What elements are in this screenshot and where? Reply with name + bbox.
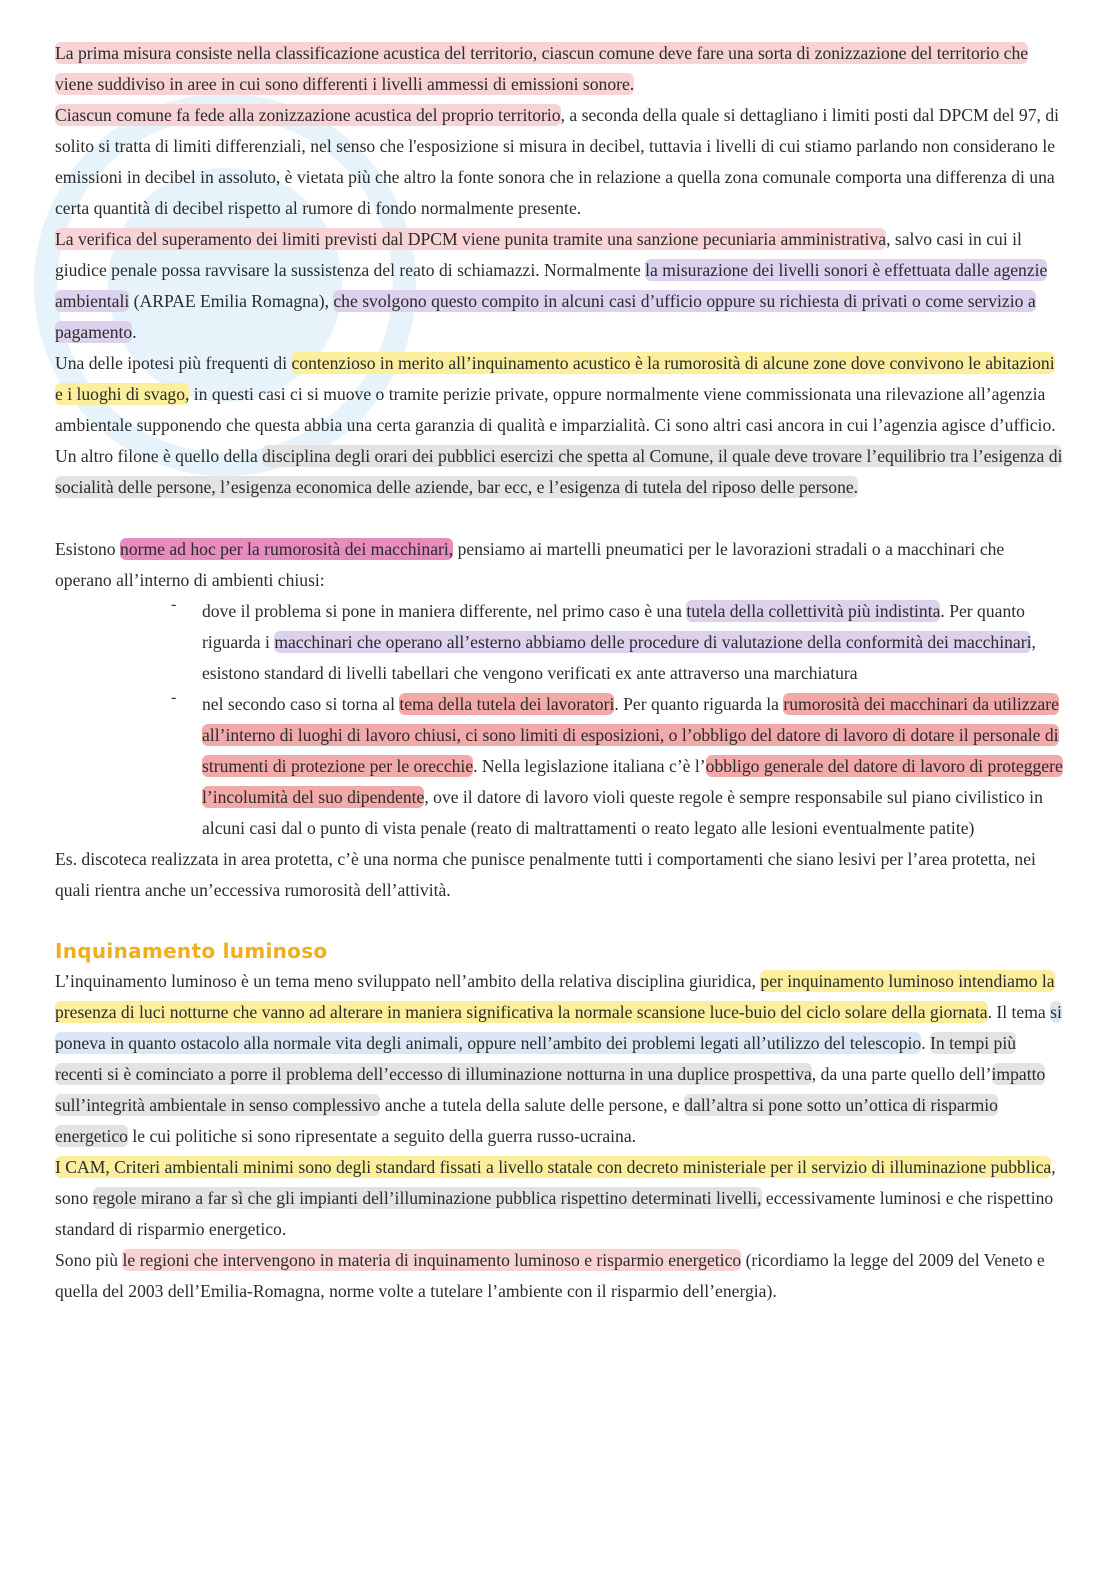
text-run: in questi casi ci si muove o tramite perizie private, oppure normalmente viene commissionata una rilevazione all’agenzia ambientale supponendo che questa abbia una certa garanzia di qualità e imparzialità. Ci sono altri casi ancora in cui l’agenzia agisce d’ufficio. [55, 384, 1056, 435]
list-dash: - [171, 689, 177, 706]
highlighted-text: tema della tutela dei lavoratori [399, 694, 615, 714]
text-run: , da una parte quello dell’ [811, 1064, 992, 1084]
macchinari-list [171, 596, 1065, 844]
list-item-text [202, 689, 1065, 844]
highlighted-text: Ciascun comune fa fede alla zonizzazione acustica del proprio territorio [55, 105, 561, 125]
text-run: Sono più [55, 1250, 123, 1270]
highlighted-text: che svolgono questo compito in alcuni casi d’ufficio oppure su richiesta di privati o come servizio a pagamento [55, 291, 1036, 342]
text-run: eccessivamente luminosi e che rispettino standard di risparmio energetico. [55, 1188, 1054, 1239]
highlighted-text: I CAM, Criteri ambientali minimi sono degli standard fissati a livello statale con decreto ministeriale per il servizio di illuminazione pubblica [55, 1157, 1052, 1177]
highlighted-text: La verifica del superamento dei limiti previsti dal DPCM viene punita tramite una sanzione pecuniaria amministrativa [55, 229, 887, 249]
text-run: . Il tema [987, 1002, 1051, 1022]
text-run: anche a tutela della salute delle persone, e [380, 1095, 685, 1115]
text-run: Un altro filone è quello della [55, 446, 263, 466]
highlighted-text: obbligo generale del datore di lavoro di proteggere l’incolumità del suo dipendente [202, 756, 1063, 807]
text-run: . [132, 322, 137, 342]
paragraph-discoteca [55, 844, 1065, 906]
text-run: (ARPAE Emilia Romagna), [129, 291, 334, 311]
paragraph-zonizzazione [55, 38, 1065, 100]
highlighted-text: si poneva in quanto ostacolo alla normale vita degli animali, oppure nell’ambito dei problemi legati all’utilizzo del telescopio [55, 1002, 1062, 1053]
text-run: , a seconda della quale si dettagliano i limiti posti dal DPCM del 97, di solito si tratta di limiti differenziali, nel senso che l'esposizione si misura in decibel, tuttavia i livelli di cui stiamo parlando non considerano le emissioni in decibel in assoluto, è vietata più che altro la fonte sonora che in relazione a quella zona comunale comporta una differenza di una certa quantità di decibel rispetto al rumore di fondo normalmente presente. [55, 105, 1060, 218]
paragraph-verifica-limiti [55, 224, 1065, 348]
paragraph-fede-zonizzazione [55, 100, 1065, 224]
text-run: Una delle ipotesi più frequenti di [55, 353, 292, 373]
highlighted-text: per inquinamento luminoso intendiamo la presenza di luci notturne che vanno ad alterare in maniera significativa la normale scansione luce-buio del ciclo solare della giornata [55, 971, 1055, 1022]
paragraph-regioni [55, 1245, 1065, 1307]
text-run: , esistono standard di livelli tabellari che vengono verificati ex ante attraverso una marchiatura [202, 632, 1036, 683]
text-run: nel secondo caso si torna al [202, 694, 400, 714]
highlighted-text: le regioni che intervengono in materia di inquinamento luminoso e risparmio energetico [122, 1250, 742, 1270]
text-run: (ricordiamo la legge del 2009 del Veneto e quella del 2003 dell’Emilia-Romagna, norme volte a tutelare l’ambiente con il risparmio dell’energia). [55, 1250, 1045, 1301]
highlighted-text: regole mirano a far sì che gli impianti dell’illuminazione pubblica rispettino determinati livelli, [92, 1188, 762, 1208]
document-page [55, 38, 1065, 1307]
text-run: . [921, 1033, 931, 1053]
text-run: Esistono [55, 539, 121, 559]
highlighted-text: norme ad hoc per la rumorosità dei macchinari, [120, 539, 454, 559]
text-run: pensiamo ai martelli pneumatici per le lavorazioni stradali o a macchinari che operano all’interno di ambienti chiusi: [55, 539, 1005, 590]
highlighted-text: tutela della collettività più indistinta [686, 601, 941, 621]
paragraph-cam [55, 1152, 1065, 1245]
highlighted-text: In tempi più recenti si è cominciato a porre il problema dell’eccesso di illuminazione notturna in una duplice prospettiva [55, 1033, 1017, 1084]
paragraph-inquinamento-luminoso [55, 966, 1065, 1152]
section-heading: Inquinamento luminoso [55, 939, 328, 963]
text-run: L’inquinamento luminoso è un tema meno sviluppato nell’ambito della relativa disciplina giuridica, [55, 971, 761, 991]
text-run: Es. discoteca realizzata in area protetta, c’è una norma che punisce penalmente tutti i comportamenti che siano lesivi per l’area protetta, nei quali rientra anche un’eccessiva rumorosità dell’attività. [55, 849, 1036, 900]
text-run: . Per quanto riguarda la [614, 694, 784, 714]
highlighted-text: macchinari che operano all’esterno abbiamo delle procedure di valutazione della conformità dei macchinari [274, 632, 1032, 652]
highlighted-text: La prima misura consiste nella classificazione acustica del territorio, ciascun comune deve fare una sorta di zonizzazione del territorio che viene suddiviso in aree in cui sono differenti i livelli ammessi di emissioni sonore. [55, 43, 1029, 94]
text-run: . Per quanto riguarda i [202, 601, 1025, 652]
highlighted-text: dall’altra si pone sotto un’ottica di risparmio energetico [55, 1095, 998, 1146]
highlighted-text: contenzioso in merito all’inquinamento acustico è la rumorosità di alcune zone dove convivono le abitazioni e i luoghi di svago, [55, 353, 1055, 404]
highlighted-text: disciplina degli orari dei pubblici esercizi che spetta al Comune, il quale deve trovare l’equilibrio tra l’esigenza di socialità delle persone, l’esigenza economica delle aziende, bar ecc, e l’esigenza di tutela del riposo delle persone. [55, 446, 1063, 497]
text-run: le cui politiche si sono ripresentate a seguito della guerra russo-ucraina. [127, 1126, 637, 1146]
list-dash: - [171, 596, 177, 613]
paragraph-macchinari [55, 534, 1065, 596]
highlighted-text: la misurazione dei livelli sonori è effettuata dalle agenzie ambientali [55, 260, 1048, 311]
highlighted-text: impatto sull’integrità ambientale in senso complessivo [55, 1064, 1046, 1115]
highlighted-text: rumorosità dei macchinari da utilizzare all’interno di luoghi di lavoro chiusi, ci sono limiti di esposizioni, o l’obbligo del datore di lavoro di dotare il personale di strumenti di protezione per le orecchie [202, 694, 1059, 776]
text-run: , ove il datore di lavoro violi queste regole è sempre responsabile sul piano civilistico in alcuni casi dal o punto di vista penale (reato di maltrattamenti o reato legato alle lesioni eventualmente patite) [202, 787, 1043, 838]
paragraph-orari-esercizi [55, 441, 1065, 503]
list-item [171, 689, 1065, 844]
text-run: , sono [55, 1157, 1056, 1208]
text-run: . Nella legislazione italiana c’è l’ [473, 756, 706, 776]
list-item [171, 596, 1065, 689]
paragraph-contenzioso [55, 348, 1065, 441]
text-run: , salvo casi in cui il giudice penale possa ravvisare la sussistenza del reato di schiamazzi. Normalmente [55, 229, 1022, 280]
list-item-text [202, 596, 1065, 689]
text-run: dove il problema si pone in maniera differente, nel primo caso è una [202, 601, 687, 621]
